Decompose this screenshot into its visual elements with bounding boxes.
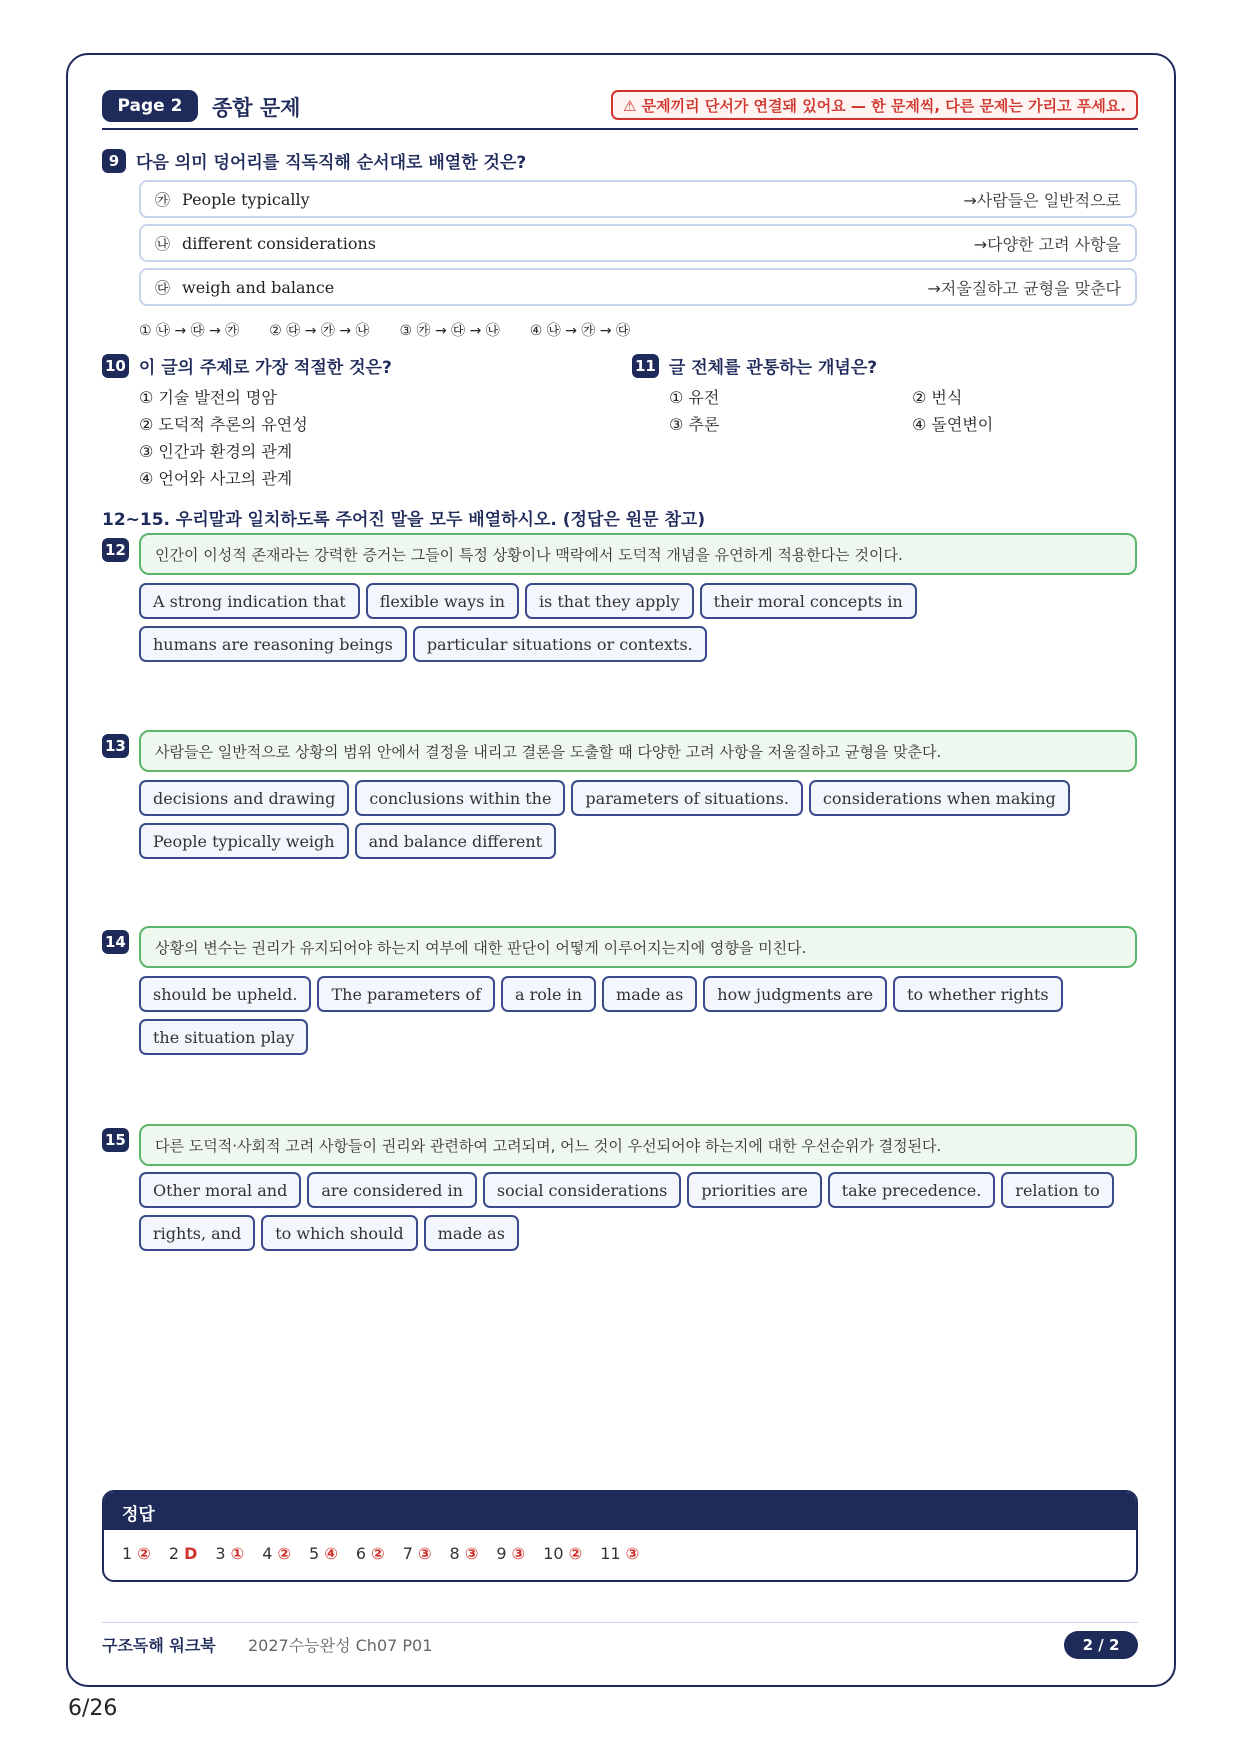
answer-item: 10 ② (543, 1544, 583, 1563)
word-tile[interactable]: the situation play (139, 1019, 308, 1055)
footer-brand: 구조독해 워크북 (102, 1636, 216, 1655)
answer-item: 5 ④ (309, 1544, 338, 1563)
word-tile[interactable]: to whether rights (893, 976, 1063, 1012)
q15-prompt-text: 다른 도덕적·사회적 고려 사항들이 권리와 관련하여 고려되며, 어느 것이 우선되어야 하는지에 대한 우선순위가 결정된다. (155, 1136, 942, 1155)
word-tile[interactable]: made as (424, 1215, 519, 1251)
footer-page-badge: 2 / 2 (1064, 1631, 1138, 1659)
chunk-korean: →다양한 고려 사항을 (973, 234, 1121, 254)
q11-header (632, 353, 877, 378)
q10-option-4[interactable]: ④ 언어와 사고의 관계 (139, 469, 293, 488)
q11-number: 11 (632, 354, 659, 378)
q11-options-right (912, 384, 993, 438)
q11-option-4[interactable]: ④ 돌연변이 (912, 415, 994, 434)
q9-question: 다음 의미 덩어리를 직독직해 순서대로 배열한 것은? (136, 153, 527, 173)
word-tile[interactable]: a role in (501, 976, 596, 1012)
q9-chunk-b (139, 224, 1137, 262)
answer-item: 11 ③ (600, 1544, 640, 1563)
q12-prompt-text: 인간이 이성적 존재라는 강력한 증거는 그들이 특정 상황이나 맥락에서 도덕적 개념을 유연하게 적용한다는 것이다. (155, 545, 903, 564)
word-tile[interactable]: should be upheld. (139, 976, 311, 1012)
word-tile[interactable]: rights, and (139, 1215, 255, 1251)
page-footer (102, 1622, 1138, 1656)
page-label-badge: Page 2 (102, 90, 198, 122)
chunk-english: People typically (182, 189, 310, 209)
word-tile[interactable]: parameters of situations. (571, 780, 802, 816)
chunk-marker: ㉮ (155, 190, 171, 209)
q11-option-1[interactable]: ① 유전 (669, 388, 720, 407)
q9-option-1[interactable]: ① ㉯ → ㉰ → ㉮ (139, 323, 240, 339)
q13-number: 13 (102, 734, 129, 758)
answer-item: 8 ③ (449, 1544, 479, 1563)
q9-option-4[interactable]: ④ ㉯ → ㉮ → ㉰ (529, 323, 631, 339)
q14-number: 14 (102, 930, 129, 954)
answer-item: 1 ② (122, 1544, 151, 1563)
q12-prompt (139, 533, 1137, 575)
answer-key-box (102, 1490, 1138, 1582)
q11-question: 글 전체를 관통하는 개념은? (668, 358, 878, 378)
chunk-english: weigh and balance (182, 277, 335, 297)
q11-option-3[interactable]: ③ 추론 (669, 415, 720, 434)
word-tile[interactable]: humans are reasoning beings (139, 626, 407, 662)
q9-header (102, 148, 526, 173)
q9-options (139, 320, 630, 340)
word-tile[interactable]: The parameters of (317, 976, 495, 1012)
word-tile[interactable]: priorities are (687, 1172, 821, 1208)
answer-item: 3 ① (215, 1544, 245, 1563)
word-tile[interactable]: social considerations (483, 1172, 681, 1208)
word-tile[interactable]: relation to (1001, 1172, 1113, 1208)
word-tile[interactable]: A strong indication that (139, 583, 360, 619)
word-tile[interactable]: is that they apply (525, 583, 694, 619)
q10-option-2[interactable]: ② 도덕적 추론의 유연성 (139, 415, 308, 434)
q13-prompt (139, 730, 1137, 772)
chunk-marker: ㉰ (155, 278, 171, 297)
q15-prompt (139, 1124, 1137, 1166)
answer-item: 9 ③ (496, 1544, 526, 1563)
q15-tiles (139, 1172, 1139, 1251)
warning-text: ⚠ 문제끼리 단서가 연결돼 있어요 — 한 문제씩, 다른 문제는 가리고 푸세요. (622, 96, 1126, 115)
q14-tiles (139, 976, 1139, 1055)
footer-subtitle: 2027수능완성 Ch07 P01 (248, 1636, 433, 1655)
answer-item: 4 ② (262, 1544, 292, 1563)
page-title: 종합 문제 (212, 96, 301, 120)
q12-number: 12 (102, 538, 129, 562)
word-tile[interactable]: take precedence. (828, 1172, 996, 1208)
answer-item: 7 ③ (402, 1544, 432, 1563)
answer-item: 2 D (168, 1544, 198, 1563)
q10-option-3[interactable]: ③ 인간과 환경의 관계 (139, 442, 293, 461)
chunk-marker: ㉯ (155, 234, 171, 253)
q13-tiles (139, 780, 1139, 859)
word-tile[interactable]: particular situations or contexts. (413, 626, 707, 662)
word-tile[interactable]: how judgments are (703, 976, 887, 1012)
q9-number: 9 (102, 149, 126, 173)
q9-option-2[interactable]: ② ㉰ → ㉮ → ㉯ (269, 323, 370, 339)
q9-chunk-a (139, 180, 1137, 218)
word-tile[interactable]: are considered in (307, 1172, 477, 1208)
q11-options-left (669, 384, 719, 438)
word-tile[interactable]: to which should (261, 1215, 417, 1251)
word-tile[interactable]: decisions and drawing (139, 780, 349, 816)
word-tile[interactable]: considerations when making (809, 780, 1070, 816)
word-tile[interactable]: People typically weigh (139, 823, 349, 859)
word-tile[interactable]: Other moral and (139, 1172, 301, 1208)
q14-prompt-text: 상황의 변수는 권리가 유지되어야 하는지 여부에 대한 판단이 어떻게 이루어지는지에 영향을 미친다. (155, 938, 807, 957)
q10-header (102, 353, 392, 378)
q14-prompt (139, 926, 1137, 968)
document-page-counter: 6/26 (68, 1696, 118, 1721)
word-tile[interactable]: their moral concepts in (700, 583, 917, 619)
answer-item: 6 ② (355, 1544, 385, 1563)
page-header (102, 90, 1138, 130)
q10-options (139, 384, 308, 492)
q9-chunk-c (139, 268, 1137, 306)
q9-option-3[interactable]: ③ ㉮ → ㉰ → ㉯ (399, 323, 500, 339)
q15-number: 15 (102, 1128, 129, 1152)
q12-tiles (139, 583, 1139, 662)
q13-prompt-text: 사람들은 일반적으로 상황의 범위 안에서 결정을 내리고 결론을 도출할 때 다양한 고려 사항을 저울질하고 균형을 맞춘다. (155, 742, 942, 761)
arrangement-section-title: 12~15. 우리말과 일치하도록 주어진 말을 모두 배열하시오. (정답은 원문 참고) (102, 510, 706, 530)
word-tile[interactable]: conclusions within the (355, 780, 565, 816)
q10-question: 이 글의 주제로 가장 적절한 것은? (138, 358, 392, 378)
answer-key-list (104, 1530, 1136, 1577)
q10-option-1[interactable]: ① 기술 발전의 명암 (139, 388, 277, 407)
word-tile[interactable]: made as (602, 976, 697, 1012)
q10-number: 10 (102, 354, 129, 378)
q11-option-2[interactable]: ② 번식 (912, 388, 963, 407)
answer-key-title: 정답 (104, 1492, 1136, 1530)
word-tile[interactable]: flexible ways in (366, 583, 519, 619)
chunk-english: different considerations (182, 233, 376, 253)
warning-banner (611, 90, 1138, 120)
chunk-korean: →저울질하고 균형을 맞춘다 (927, 278, 1121, 298)
word-tile[interactable]: and balance different (355, 823, 556, 859)
chunk-korean: →사람들은 일반적으로 (963, 190, 1121, 210)
